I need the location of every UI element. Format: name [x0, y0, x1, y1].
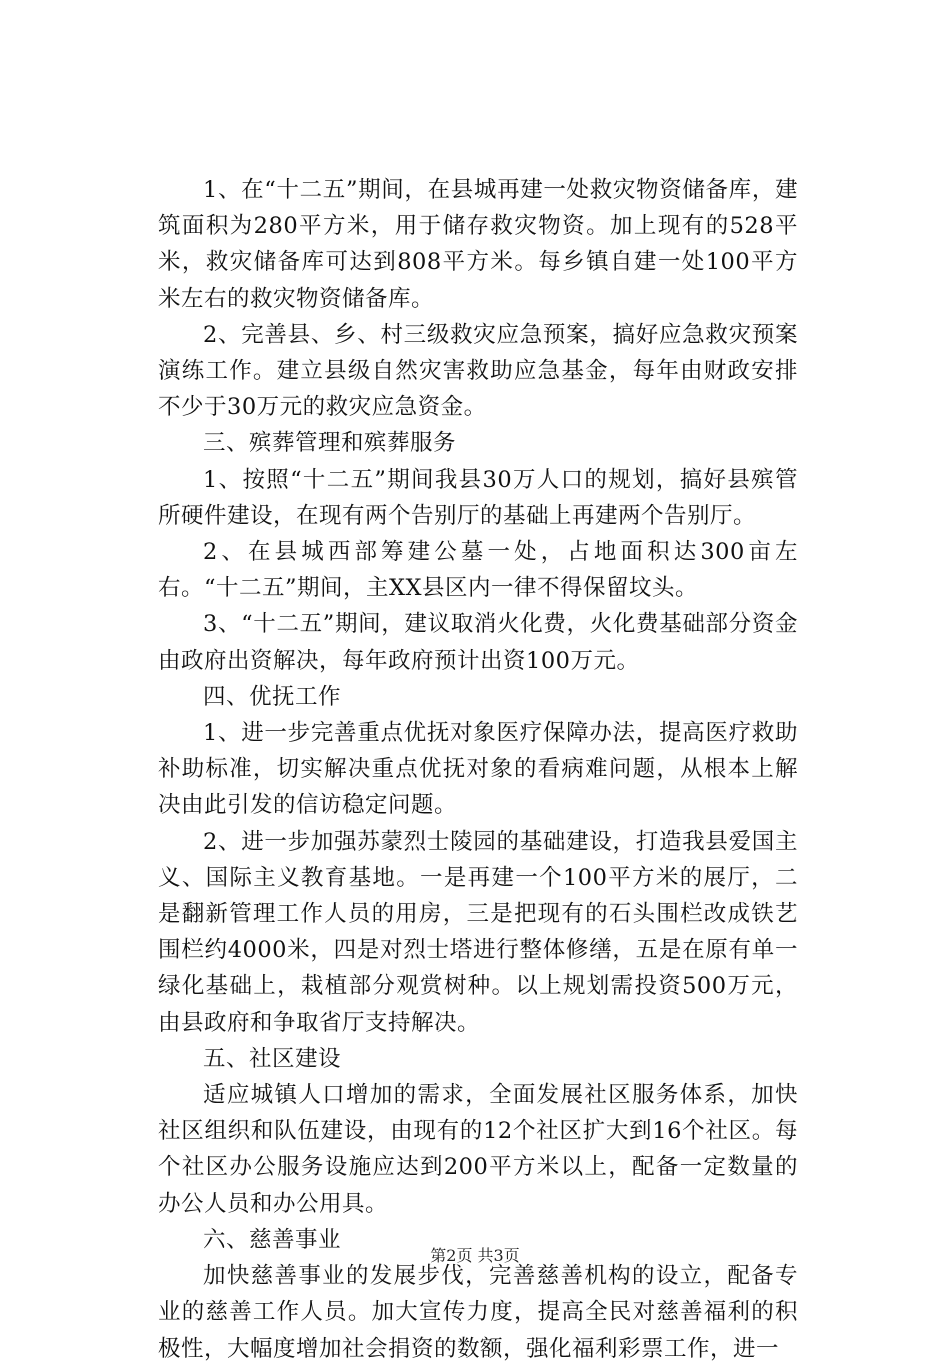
paragraph-funeral-2: 2、在县城西部筹建公墓一处，占地面积达300亩左右。“十二五”期间，主XX县区内一律不得保留坟头。 — [158, 539, 798, 602]
paragraph-funeral-1: 1、按照“十二五”期间我县30万人口的规划，搞好县殡管所硬件建设，在现有两个告别厅的基础上再建两个告别厅。 — [158, 466, 798, 529]
section-heading-care: 四、优抚工作 — [203, 683, 342, 710]
paragraph-care-2: 2、进一步加强苏蒙烈士陵园的基础建设，打造我县爱国主义、国际主义教育基地。一是再建一个100平方米的展厅，二是翻新管理工作人员的用房，三是把现有的石头围栏改成铁艺围栏约4000米，四是对烈士塔进行整体修缮，五是在原有单一绿化基础上，栽植部分观赏树种。以上规划需投资500万元，由县政府和争取省厅支持解决。 — [158, 828, 798, 1036]
section-heading-community: 五、社区建设 — [203, 1045, 342, 1072]
section-heading-charity: 六、慈善事业 — [203, 1226, 342, 1253]
paragraph-funeral-3: 3、“十二五”期间，建议取消火化费，火化费基础部分资金由政府出资解决，每年政府预计出资100万元。 — [158, 611, 798, 674]
paragraph-care-1: 1、进一步完善重点优抚对象医疗保障办法，提高医疗救助补助标准，切实解决重点优抚对象的看病难问题，从根本上解决由此引发的信访稳定问题。 — [158, 720, 798, 819]
paragraph-charity: 加快慈善事业的发展步伐，完善慈善机构的设立，配备专业的慈善工作人员。加大宣传力度，提高全民对慈善福利的积极性，大幅度增加社会捐资的数额，强化福利彩票工作，进一 — [158, 1263, 798, 1362]
paragraph-1-disaster-storage: 1、在“十二五”期间，在县城再建一处救灾物资储备库，建筑面积为280平方米，用于储存救灾物资。加上现有的528平米，救灾储备库可达到808平方米。每乡镇自建一处100平方米左右的救灾物资储备库。 — [158, 177, 798, 312]
paragraph-community: 适应城镇人口增加的需求，全面发展社区服务体系，加快社区组织和队伍建设，由现有的12个社区扩大到16个社区。每个社区办公服务设施应达到200平方米以上，配备一定数量的办公人员和办公用具。 — [158, 1082, 798, 1217]
page-number-footer: 第2页 共3页 — [430, 1246, 520, 1265]
document-body — [158, 172, 798, 1367]
paragraph-2-emergency-plan: 2、完善县、乡、村三级救灾应急预案，搞好应急救灾预案演练工作。建立县级自然灾害救助应急基金，每年由财政安排不少于30万元的救灾应急资金。 — [158, 321, 798, 421]
section-heading-funeral: 三、殡葬管理和殡葬服务 — [203, 430, 457, 457]
